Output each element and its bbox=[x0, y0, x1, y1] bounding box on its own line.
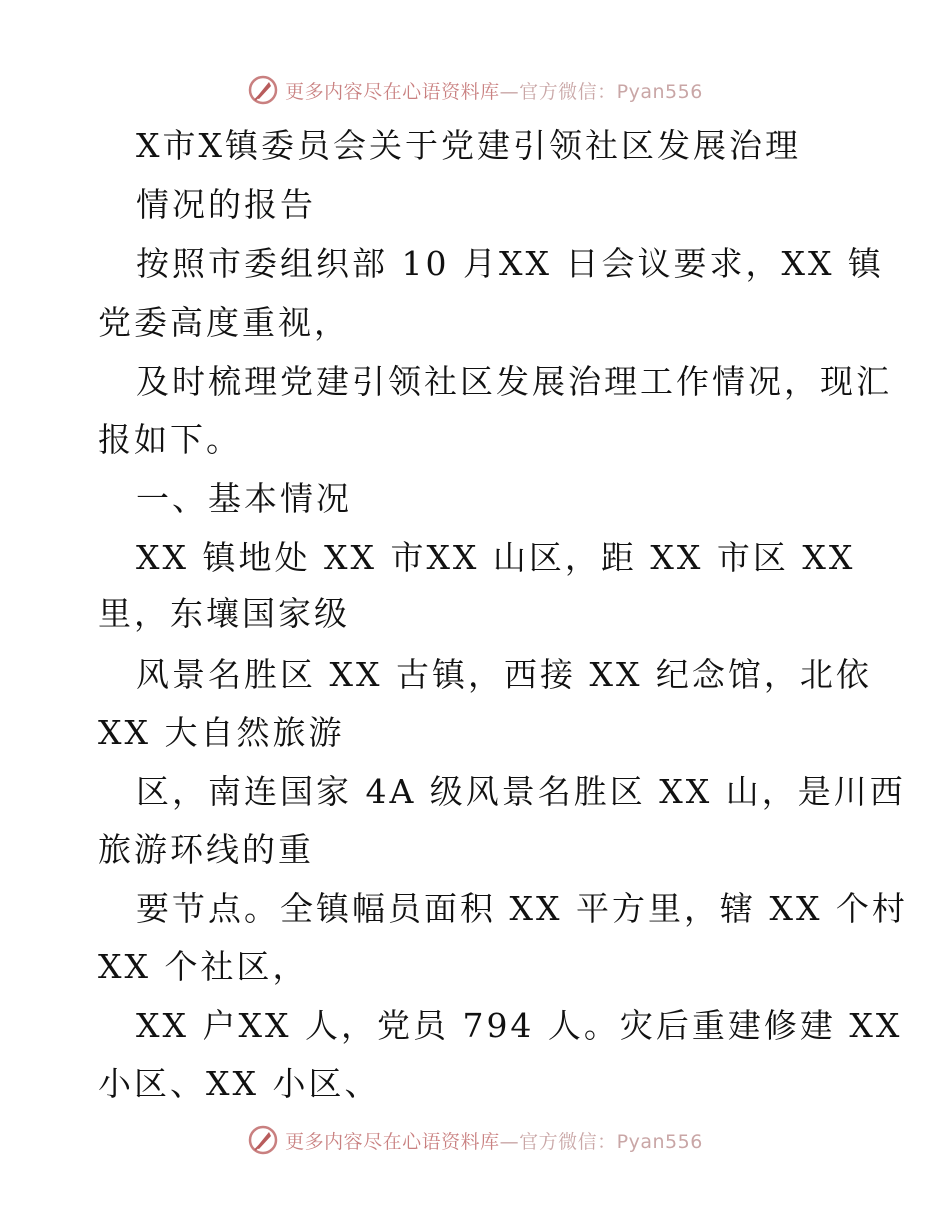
watermark-main: 更多内容尽在心语资料库 bbox=[285, 80, 500, 103]
watermark-top bbox=[0, 74, 950, 106]
paragraph-line: 里，东壤国家级 bbox=[98, 594, 350, 633]
paragraph-line: 小区、XX 小区、 bbox=[98, 1064, 381, 1103]
title-line-2: 情况的报告 bbox=[136, 185, 316, 224]
paragraph-line: XX 大自然旅游 bbox=[98, 713, 345, 752]
paragraph-line: XX 户XX 人，党员 794 人。灾后重建修建 XX bbox=[136, 1006, 903, 1045]
watermark-bottom bbox=[0, 1124, 950, 1156]
feather-logo-icon bbox=[247, 74, 279, 106]
title-line-1: X市X镇委员会关于党建引领社区发展治理 bbox=[136, 126, 801, 165]
paragraph-line: 按照市委组织部 10 月XX 日会议要求，XX 镇 bbox=[136, 244, 884, 283]
paragraph-line: 风景名胜区 XX 古镇，西接 XX 纪念馆，北依 bbox=[136, 655, 872, 694]
paragraph-line: 及时梳理党建引领社区发展治理工作情况，现汇 bbox=[136, 362, 892, 401]
watermark-text bbox=[285, 77, 703, 104]
watermark-text bbox=[285, 1127, 703, 1154]
watermark-rest: —官方微信：Pyan556 bbox=[499, 80, 703, 103]
paragraph-line: XX 镇地处 XX 市XX 山区，距 XX 市区 XX bbox=[136, 538, 856, 577]
paragraph-line: 旅游环线的重 bbox=[98, 830, 314, 869]
section-heading: 一、基本情况 bbox=[136, 479, 352, 518]
watermark-rest: —官方微信：Pyan556 bbox=[499, 1130, 703, 1153]
paragraph-line: 报如下。 bbox=[98, 420, 242, 459]
paragraph-line: 党委高度重视， bbox=[98, 303, 350, 342]
feather-logo-icon bbox=[247, 1124, 279, 1156]
watermark-main: 更多内容尽在心语资料库 bbox=[285, 1130, 500, 1153]
paragraph-line: 要节点。全镇幅员面积 XX 平方里，辖 XX 个村 bbox=[136, 889, 908, 928]
paragraph-line: XX 个社区， bbox=[98, 947, 309, 986]
paragraph-line: 区，南连国家 4A 级风景名胜区 XX 山，是川西 bbox=[136, 772, 906, 811]
